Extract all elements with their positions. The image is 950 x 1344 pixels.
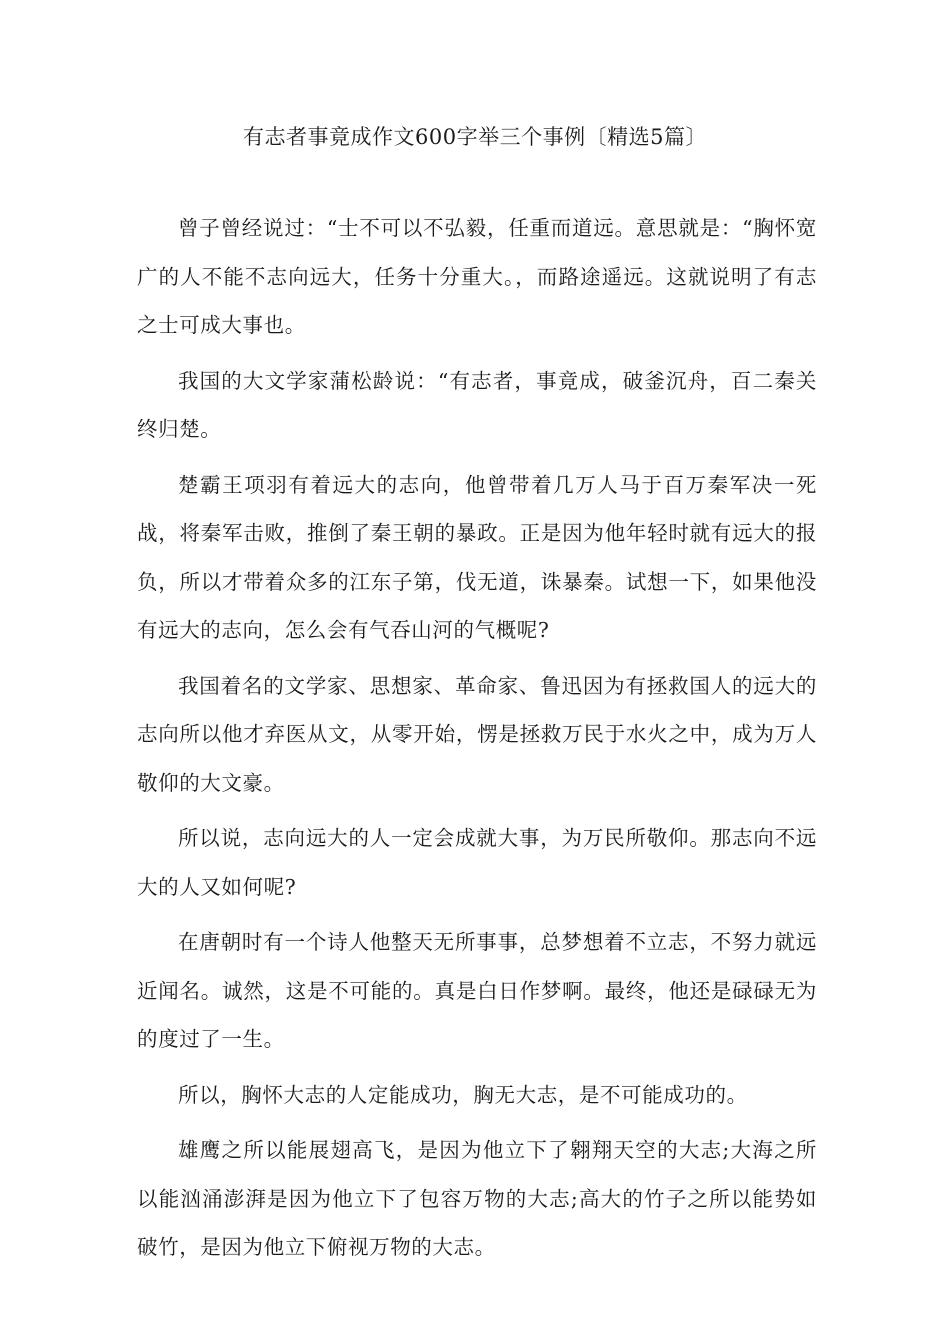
document-title: 有志者事竟成作文600字举三个事例〔精选5篇〕 [243, 125, 707, 149]
paragraph-1: 曾子曾经说过：“士不可以不弘毅，任重而道远。意思就是：“胸怀宽广的人不能不志向远大，任务十分重大。，而路途遥远。这就说明了有志之士可成大事也。 [137, 216, 817, 337]
paragraph-3: 楚霸王项羽有着远大的志向，他曾带着几万人马于百万秦军决一死战，将秦军击败，推倒了秦王朝的暴政。正是因为他年轻时就有远大的报负，所以才带着众多的江东子第，伐无道，诛暴秦。试想一下，如果他没有远大的志向，怎么会有气吞山河的气概呢? [137, 472, 817, 642]
paragraph-5: 所以说，志向远大的人一定会成就大事，为万民所敬仰。那志向不远大的人又如何呢? [137, 826, 817, 899]
paragraph-8: 雄鹰之所以能展翅高飞，是因为他立下了翱翔天空的大志;大海之所以能汹涌澎湃是因为他立下了包容万物的大志;高大的竹子之所以能势如破竹，是因为他立下俯视万物的大志。 [137, 1138, 817, 1259]
paragraph-6: 在唐朝时有一个诗人他整天无所事事，总梦想着不立志，不努力就远近闻名。诚然，这是不可能的。真是白日作梦啊。最终，他还是碌碌无为的度过了一生。 [137, 930, 817, 1051]
document-body [137, 204, 817, 1279]
paragraph-7: 所以，胸怀大志的人定能成功，胸无大志，是不可能成功的。 [178, 1082, 748, 1107]
paragraph-4: 我国着名的文学家、思想家、革命家、鲁迅因为有拯救国人的远大的志向所以他才弃医从文，从零开始，愣是拯救万民于水火之中，成为万人敬仰的大文豪。 [137, 673, 817, 795]
paragraph-2: 我国的大文学家蒲松龄说：“有志者，事竟成，破釜沉舟，百二秦关终归楚。 [137, 368, 817, 441]
